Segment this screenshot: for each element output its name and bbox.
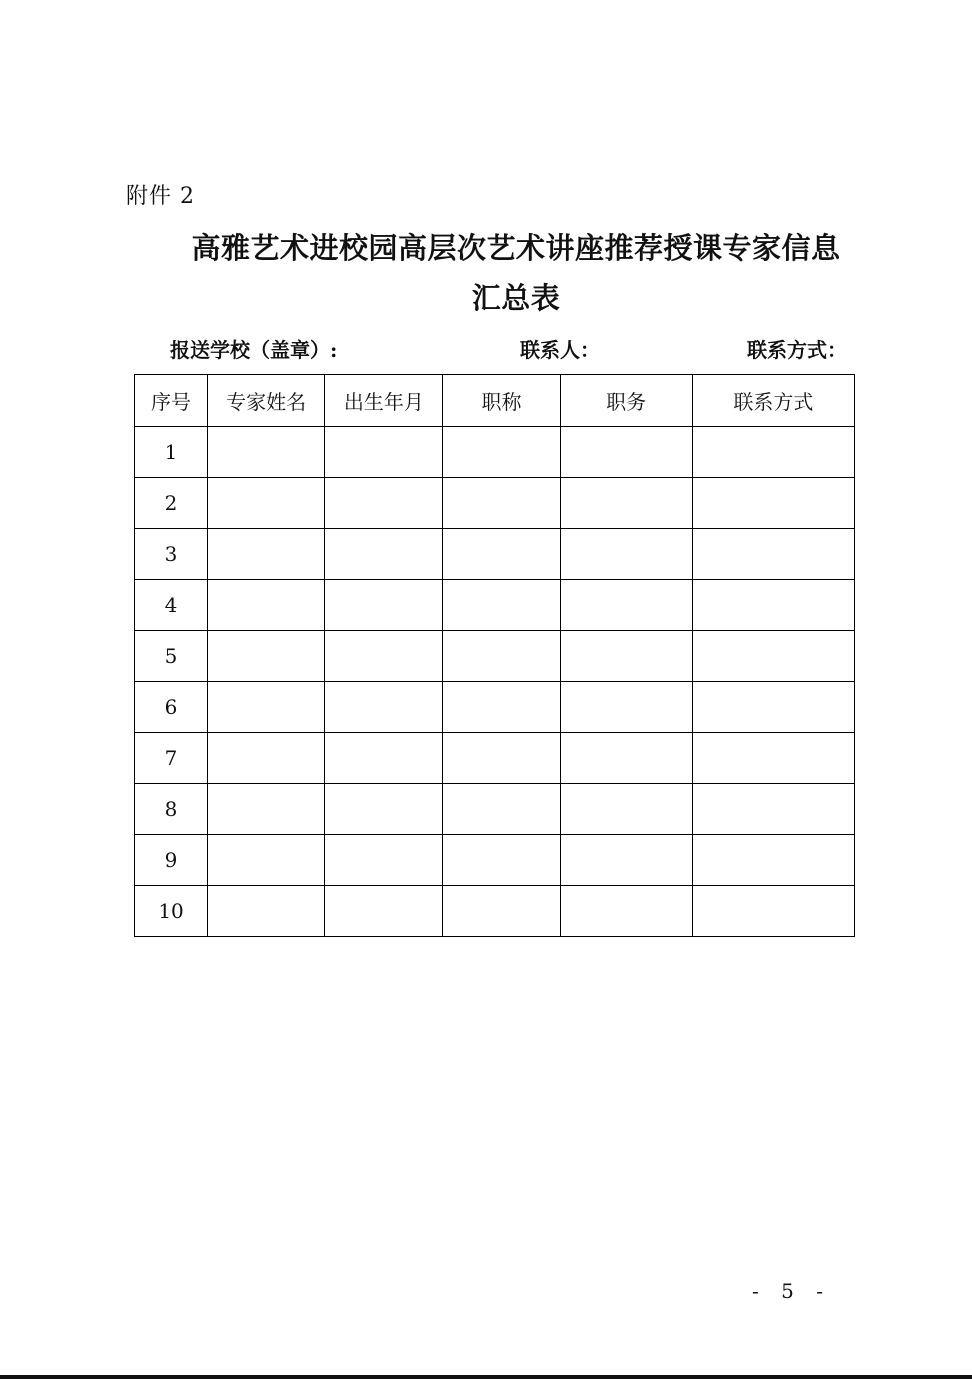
serial-number-cell: 4 [135,580,208,631]
professional-title-cell [443,886,560,937]
expert-name-cell [208,580,325,631]
position-cell [560,886,692,937]
bottom-border-rule [0,1375,972,1379]
professional-title-cell [443,631,560,682]
contact-method-field-label: 联系方式： [747,338,847,362]
professional-title-cell [443,733,560,784]
document-title: 高雅艺术进校园高层次艺术讲座推荐授课专家信息 [191,231,841,265]
page-number: - 5 - [752,1279,831,1303]
school-field-label: 报送学校（盖章）: [170,338,338,362]
professional-title-cell [443,784,560,835]
serial-number-cell: 5 [135,631,208,682]
serial-number-cell: 6 [135,682,208,733]
serial-number-cell: 7 [135,733,208,784]
table-row [135,529,855,580]
table-header-row [135,375,855,427]
position-cell [560,784,692,835]
table-row [135,631,855,682]
expert-name-cell [208,886,325,937]
expert-name-cell [208,529,325,580]
professional-title-cell [443,835,560,886]
header-serial-number: 序号 [135,375,208,427]
contact-person-field-label: 联系人： [520,338,600,362]
header-professional-title: 职称 [443,375,560,427]
birth-date-cell [325,682,443,733]
position-cell [560,478,692,529]
expert-name-cell [208,784,325,835]
table-row [135,835,855,886]
table-row [135,886,855,937]
contact-info-cell [692,886,854,937]
table-row [135,478,855,529]
serial-number-cell: 8 [135,784,208,835]
birth-date-cell [325,427,443,478]
table-row [135,580,855,631]
contact-info-cell [692,835,854,886]
birth-date-cell [325,529,443,580]
expert-name-cell [208,631,325,682]
contact-info-cell [692,733,854,784]
professional-title-cell [443,529,560,580]
table-row [135,427,855,478]
birth-date-cell [325,478,443,529]
expert-info-table [134,374,855,937]
position-cell [560,733,692,784]
contact-info-cell [692,580,854,631]
position-cell [560,631,692,682]
position-cell [560,835,692,886]
position-cell [560,529,692,580]
birth-date-cell [325,886,443,937]
birth-date-cell [325,835,443,886]
serial-number-cell: 2 [135,478,208,529]
table-row [135,682,855,733]
header-expert-name: 专家姓名 [208,375,325,427]
contact-info-cell [692,631,854,682]
birth-date-cell [325,631,443,682]
serial-number-cell: 1 [135,427,208,478]
contact-info-cell [692,529,854,580]
professional-title-cell [443,580,560,631]
serial-number-cell: 3 [135,529,208,580]
position-cell [560,580,692,631]
serial-number-cell: 9 [135,835,208,886]
birth-date-cell [325,784,443,835]
birth-date-cell [325,580,443,631]
expert-name-cell [208,835,325,886]
table-row [135,784,855,835]
contact-info-cell [692,478,854,529]
header-position: 职务 [560,375,692,427]
expert-name-cell [208,733,325,784]
expert-name-cell [208,478,325,529]
serial-number-cell: 10 [135,886,208,937]
table-body [135,427,855,937]
header-birth-date: 出生年月 [325,375,443,427]
professional-title-cell [443,478,560,529]
contact-info-cell [692,427,854,478]
professional-title-cell [443,427,560,478]
expert-name-cell [208,427,325,478]
professional-title-cell [443,682,560,733]
birth-date-cell [325,733,443,784]
header-contact-info: 联系方式 [692,375,854,427]
position-cell [560,427,692,478]
contact-info-cell [692,682,854,733]
document-title-continued: 汇总表 [471,281,561,315]
position-cell [560,682,692,733]
expert-name-cell [208,682,325,733]
attachment-label: 附件 2 [126,184,195,209]
contact-info-cell [692,784,854,835]
table-row [135,733,855,784]
